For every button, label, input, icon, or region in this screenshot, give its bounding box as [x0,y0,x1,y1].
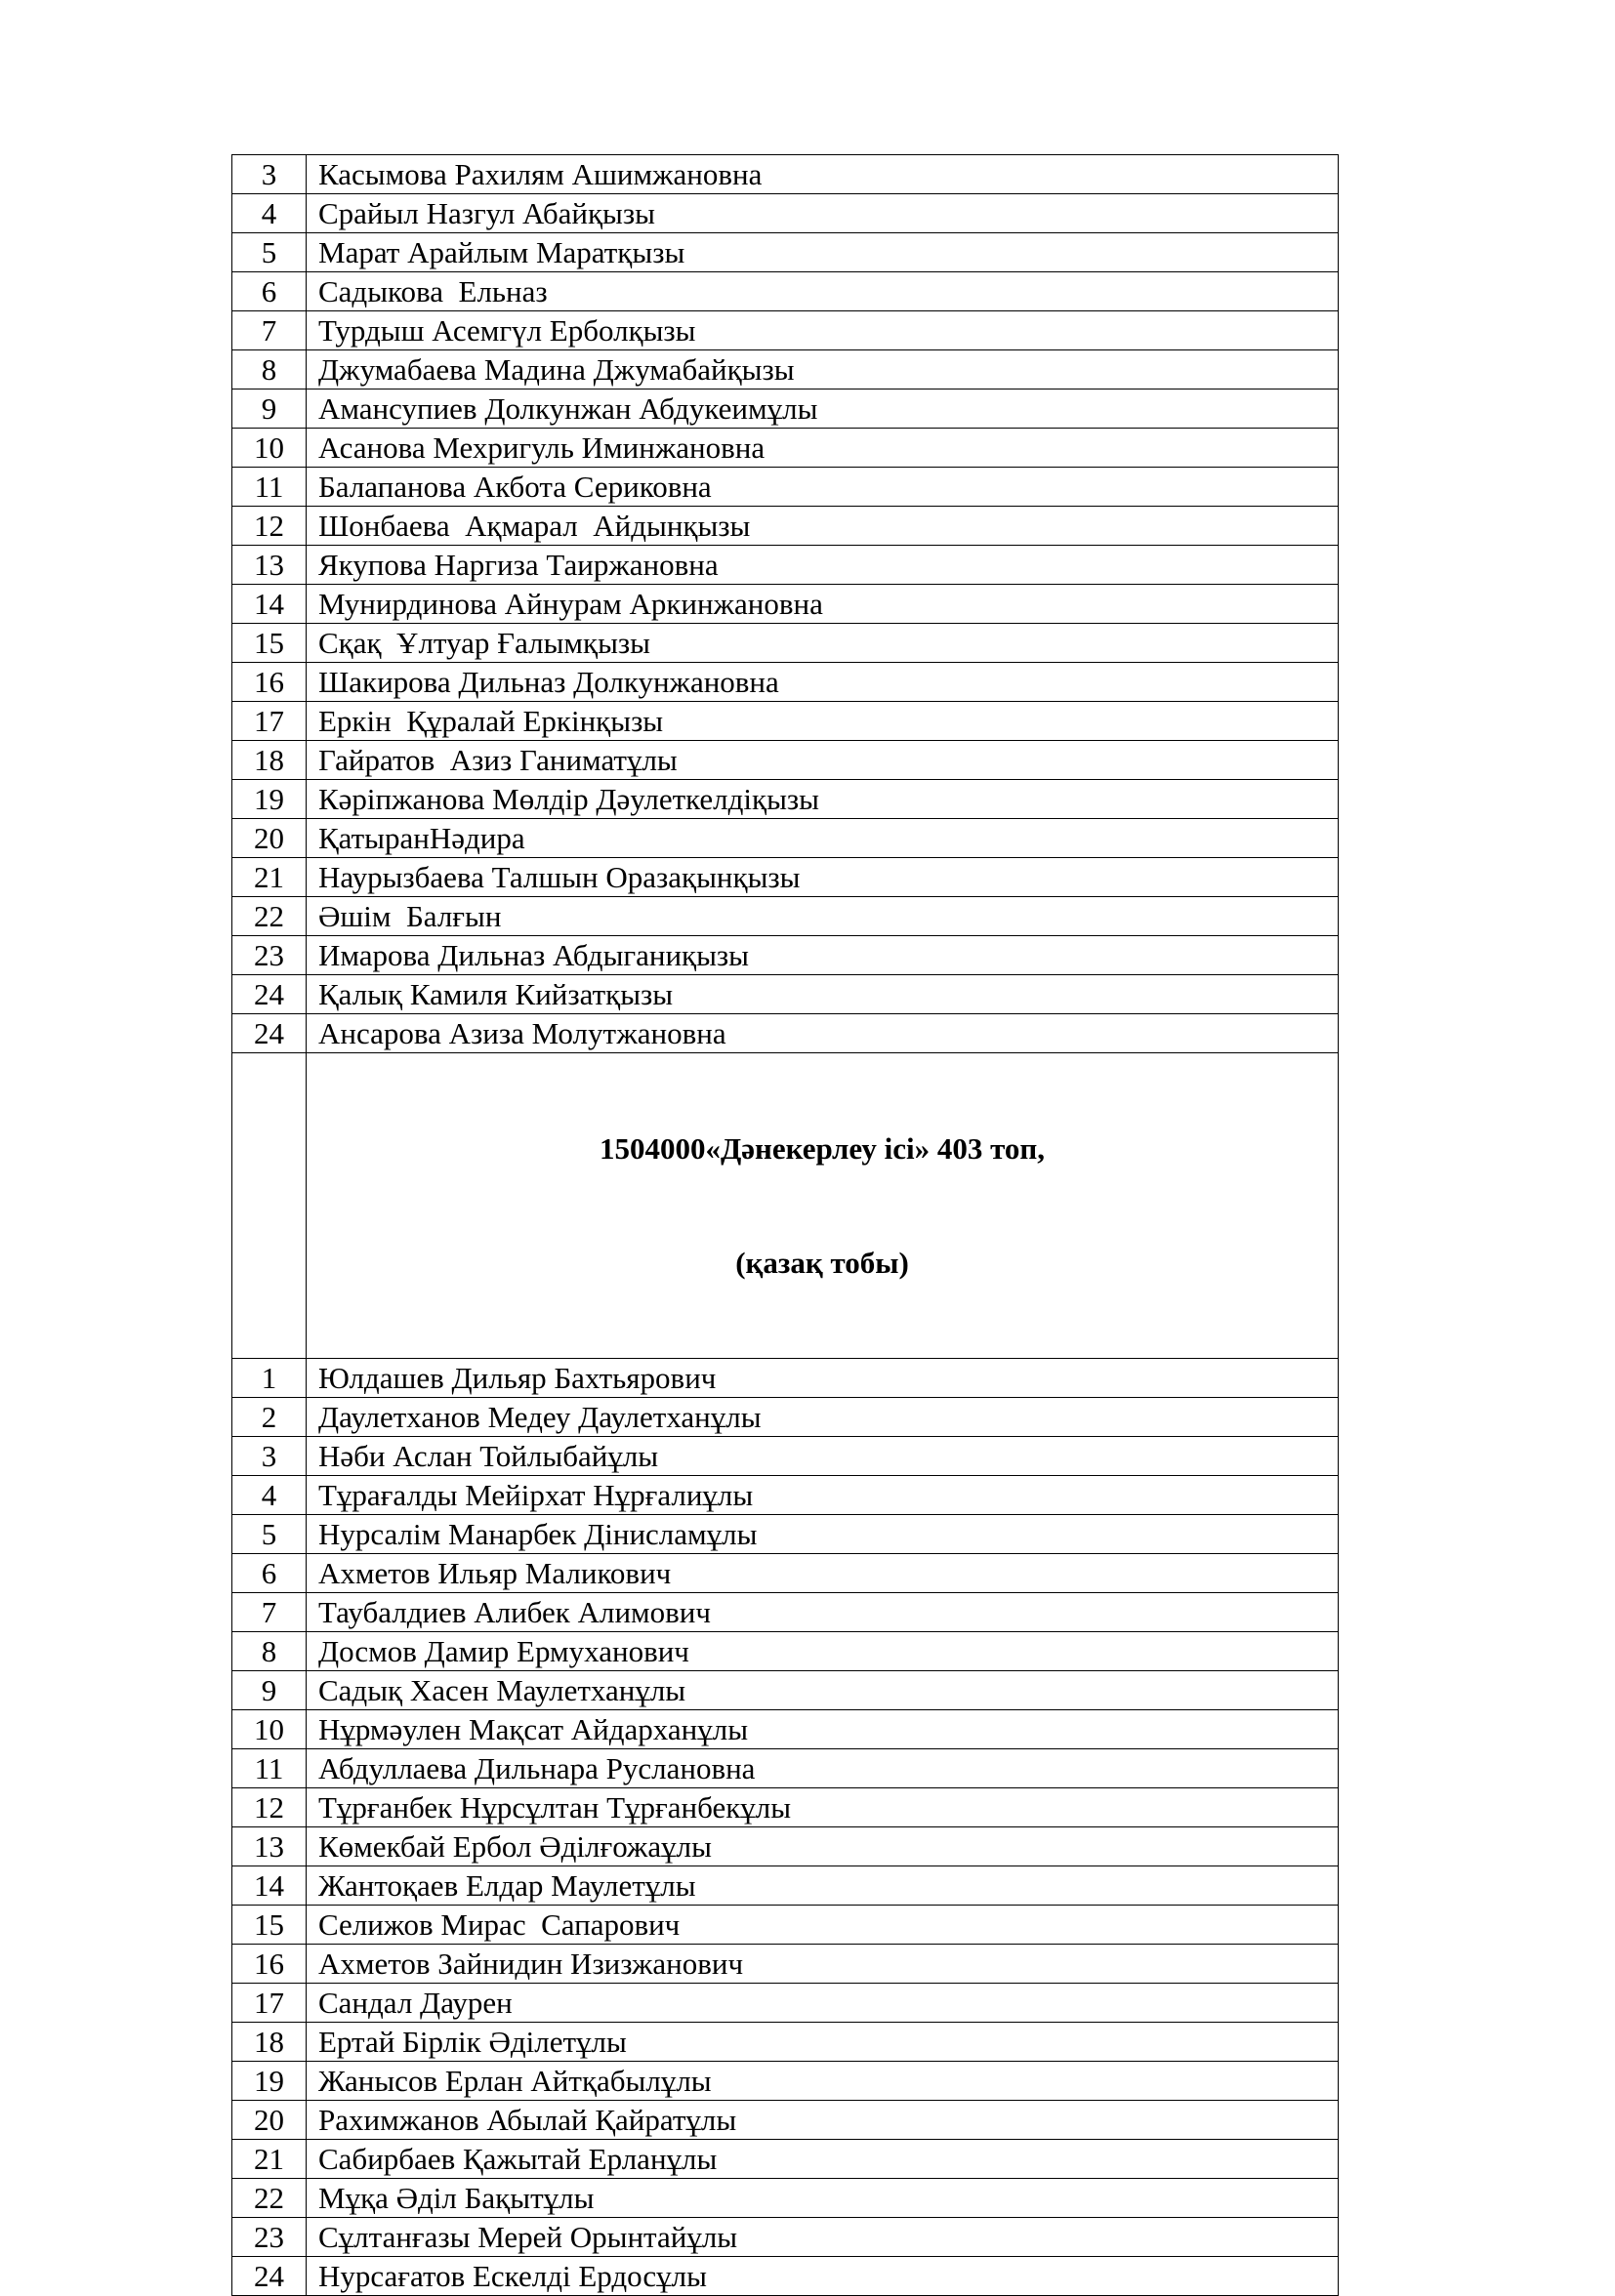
table-row [232,1476,1339,1515]
student-name-cell: Срайыл Назгул Абайқызы [307,194,1339,233]
student-name-cell: Ахметов Ильяр Маликович [307,1554,1339,1593]
row-number-cell: 6 [232,1554,307,1593]
table-row [232,741,1339,780]
table-row [232,702,1339,741]
row-number-cell: 3 [232,1437,307,1476]
group-heading-row [232,1053,1339,1359]
table-row [232,1014,1339,1053]
table-row [232,2023,1339,2062]
table-row [232,390,1339,429]
row-number-cell: 23 [232,2218,307,2257]
student-name-cell: Абдуллаева Дильнара Руслановна [307,1749,1339,1788]
row-number-cell: 23 [232,936,307,975]
row-number-cell: 22 [232,2179,307,2218]
table-row [232,1632,1339,1671]
student-name-cell: Амансупиев Долкунжан Абдукеимұлы [307,390,1339,429]
student-name-cell: Нәби Аслан Тойлыбайұлы [307,1437,1339,1476]
row-number-cell: 24 [232,975,307,1014]
student-name-cell: Нурсағатов Ескелді Ердосұлы [307,2257,1339,2296]
student-name-cell: Нурсалім Манарбек Дінисламұлы [307,1515,1339,1554]
student-name-cell: Сабирбаев Қажытай Ерланұлы [307,2140,1339,2179]
student-name-cell: Шакирова Дильназ Долкунжановна [307,663,1339,702]
student-name-cell: Әшім Балғын [307,897,1339,936]
table-row [232,272,1339,311]
student-name-cell: Садық Хасен Маулетханұлы [307,1671,1339,1710]
student-name-cell: Мунирдинова Айнурам Аркинжановна [307,585,1339,624]
student-name-cell: Гайратов Азиз Ганиматұлы [307,741,1339,780]
row-number-cell: 13 [232,546,307,585]
student-name-cell: Еркін Құралай Еркінқызы [307,702,1339,741]
row-number-cell: 4 [232,194,307,233]
group-b-heading [232,1053,1339,1359]
row-number-cell: 15 [232,1906,307,1945]
row-number-cell: 11 [232,1749,307,1788]
table-row [232,1554,1339,1593]
row-number-cell: 11 [232,468,307,507]
table-row [232,780,1339,819]
table-row [232,155,1339,194]
group-a-rows [232,155,1339,1053]
table-row [232,1359,1339,1398]
student-name-cell: Шонбаева Ақмарал Айдынқызы [307,507,1339,546]
row-number-cell: 15 [232,624,307,663]
group-heading-cell [307,1053,1339,1359]
table-row [232,1398,1339,1437]
row-number-cell: 21 [232,2140,307,2179]
student-name-cell: Мұқа Әділ Бақытұлы [307,2179,1339,2218]
table-row [232,1671,1339,1710]
table-row [232,1788,1339,1827]
table-row [232,1593,1339,1632]
student-name-cell: Жантоқаев Елдар Маулетұлы [307,1866,1339,1906]
table-row [232,233,1339,272]
row-number-cell: 24 [232,2257,307,2296]
row-number-cell: 12 [232,1788,307,1827]
row-number-cell: 10 [232,1710,307,1749]
row-number-cell: 3 [232,155,307,194]
table-row [232,507,1339,546]
row-number-cell: 20 [232,2101,307,2140]
row-number-cell: 17 [232,1984,307,2023]
student-name-cell: Көмекбай Ербол Әділғожаұлы [307,1827,1339,1866]
row-number-cell: 18 [232,741,307,780]
student-name-cell: Касымова Рахилям Ашимжановна [307,155,1339,194]
row-number-cell: 7 [232,1593,307,1632]
row-number-cell: 20 [232,819,307,858]
student-name-cell: Даулетханов Медеу Даулетханұлы [307,1398,1339,1437]
table-row [232,1515,1339,1554]
row-number-cell: 8 [232,1632,307,1671]
student-name-cell: Ансарова Азиза Молутжановна [307,1014,1339,1053]
row-number-cell: 9 [232,390,307,429]
student-name-cell: Досмов Дамир Ермуханович [307,1632,1339,1671]
student-name-cell: Балапанова Акбота Сериковна [307,468,1339,507]
table-row [232,624,1339,663]
student-name-cell: Якупова Наргиза Таиржановна [307,546,1339,585]
row-number-cell: 7 [232,311,307,350]
group-heading-subtitle: (қазақ тобы) [735,1246,909,1280]
student-name-cell: Нұрмәулен Мақсат Айдарханұлы [307,1710,1339,1749]
table-row [232,311,1339,350]
table-row [232,2257,1339,2296]
row-number-cell: 22 [232,897,307,936]
row-number-cell: 5 [232,1515,307,1554]
student-name-cell: Кәріпжанова Мөлдір Дәулеткелдіқызы [307,780,1339,819]
table-row [232,1984,1339,2023]
row-number-cell: 6 [232,272,307,311]
table-row [232,2101,1339,2140]
row-number-cell: 17 [232,702,307,741]
student-name-cell: Асанова Мехригуль Иминжановна [307,429,1339,468]
student-name-cell: Сандал Даурен [307,1984,1339,2023]
student-name-cell: Юлдашев Дильяр Бахтьярович [307,1359,1339,1398]
table-row [232,2179,1339,2218]
table-row [232,350,1339,390]
student-name-cell: Сқақ Ұлтуар Ғалымқызы [307,624,1339,663]
student-name-cell: Жанысов Ерлан Айтқабылұлы [307,2062,1339,2101]
student-name-cell: Садыкова Ельназ [307,272,1339,311]
table-row [232,2062,1339,2101]
table-row [232,1749,1339,1788]
table-row [232,1437,1339,1476]
heading-number-cell [232,1053,307,1359]
row-number-cell: 13 [232,1827,307,1866]
student-name-cell: Ахметов Зайнидин Изизжанович [307,1945,1339,1984]
table-row [232,936,1339,975]
row-number-cell: 21 [232,858,307,897]
student-name-cell: Ертай Бірлік Әділетұлы [307,2023,1339,2062]
student-name-cell: Рахимжанов Абылай Қайратұлы [307,2101,1339,2140]
table-row [232,897,1339,936]
table-row [232,858,1339,897]
row-number-cell: 12 [232,507,307,546]
row-number-cell: 8 [232,350,307,390]
student-name-cell: Турдыш Асемгүл Ерболқызы [307,311,1339,350]
row-number-cell: 18 [232,2023,307,2062]
table-row [232,1866,1339,1906]
table-row [232,663,1339,702]
student-name-cell: Тұрғанбек Нұрсұлтан Тұрғанбекұлы [307,1788,1339,1827]
row-number-cell: 16 [232,663,307,702]
student-name-cell: Сұлтанғазы Мерей Орынтайұлы [307,2218,1339,2257]
table-row [232,1906,1339,1945]
table-row [232,819,1339,858]
student-name-cell: Джумабаева Мадина Джумабайқызы [307,350,1339,390]
group-heading-title: 1504000«Дәнекерлеу ісі» 403 топ, [599,1131,1046,1166]
row-number-cell: 19 [232,780,307,819]
row-number-cell: 10 [232,429,307,468]
student-name-cell: ҚатыранНәдира [307,819,1339,858]
row-number-cell: 19 [232,2062,307,2101]
table-row [232,585,1339,624]
table-row [232,546,1339,585]
row-number-cell: 24 [232,1014,307,1053]
table-row [232,1710,1339,1749]
table-row [232,468,1339,507]
row-number-cell: 16 [232,1945,307,1984]
student-name-cell: Қалық Камиля Кийзатқызы [307,975,1339,1014]
row-number-cell: 2 [232,1398,307,1437]
student-name-cell: Селижов Мирас Сапарович [307,1906,1339,1945]
group-b-rows [232,1359,1339,2296]
student-name-cell: Таубалдиев Алибек Алимович [307,1593,1339,1632]
student-name-cell: Тұрағалды Мейірхат Нұрғалиұлы [307,1476,1339,1515]
table-row [232,429,1339,468]
row-number-cell: 9 [232,1671,307,1710]
row-number-cell: 1 [232,1359,307,1398]
student-name-cell: Имарова Дильназ Абдыганиқызы [307,936,1339,975]
student-name-cell: Наурызбаева Талшын Оразақынқызы [307,858,1339,897]
row-number-cell: 4 [232,1476,307,1515]
row-number-cell: 5 [232,233,307,272]
table-row [232,2140,1339,2179]
row-number-cell: 14 [232,1866,307,1906]
student-roster-table [231,154,1339,2296]
table-row [232,194,1339,233]
student-name-cell: Марат Арайлым Маратқызы [307,233,1339,272]
table-row [232,975,1339,1014]
table-row [232,2218,1339,2257]
table-row [232,1827,1339,1866]
row-number-cell: 14 [232,585,307,624]
table-row [232,1945,1339,1984]
